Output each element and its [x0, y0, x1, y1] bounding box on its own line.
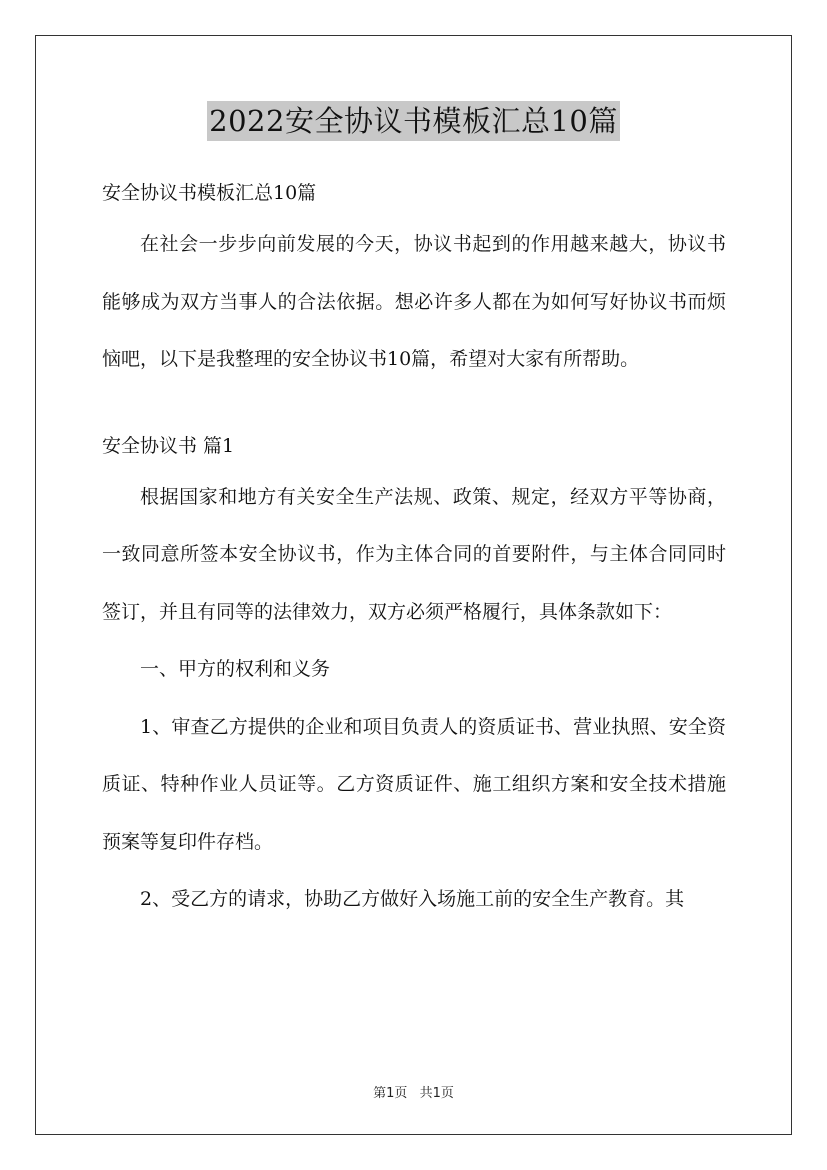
page-footer [0, 1082, 827, 1101]
page-number: 第1页 [373, 1086, 408, 1101]
document-body [102, 170, 726, 929]
page-total: 共1页 [419, 1086, 454, 1101]
document-subtitle: 安全协议书模板汇总10篇 [102, 182, 317, 204]
section-paragraph-4: 2、受乙方的请求，协助乙方做好入场施工前的安全生产教育。其 [140, 888, 685, 910]
section-paragraph-3: 1、审查乙方提供的企业和项目负责人的资质证书、营业执照、安全资质证、特种作业人员证等。乙方资质证件、施工组织方案和安全技术措施预案等复印件存档。 [102, 715, 726, 853]
section-paragraph-2: 一、甲方的权利和义务 [140, 658, 331, 680]
title-container [0, 101, 827, 141]
intro-paragraph: 在社会一步步向前发展的今天，协议书起到的作用越来越大，协议书能够成为双方当事人的合法依据。想必许多人都在为如何写好协议书而烦恼吧，以下是我整理的安全协议书10篇，希望对大家有所帮助。 [102, 233, 726, 370]
paragraph-spacer [102, 389, 726, 423]
section-heading: 安全协议书 篇1 [102, 434, 235, 457]
document-title: 2022安全协议书模板汇总10篇 [207, 101, 620, 141]
section-paragraph-1: 根据国家和地方有关安全生产法规、政策、规定，经双方平等协商，一致同意所签本安全协议书，作为主体合同的首要附件，与主体合同同时签订，并且有同等的法律效力，双方必须严格履行，具体条款如下： [102, 485, 726, 623]
